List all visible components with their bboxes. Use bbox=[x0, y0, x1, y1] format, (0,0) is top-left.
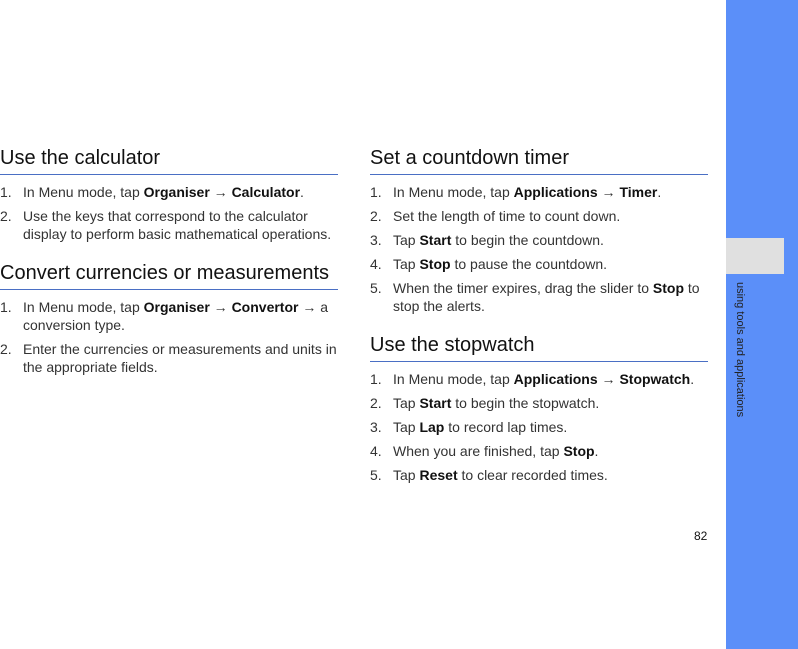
converter-section bbox=[0, 261, 338, 376]
chapter-label: using tools and applications bbox=[734, 282, 746, 418]
chapter-tab bbox=[726, 238, 784, 274]
stop-label: Stop bbox=[419, 256, 451, 272]
menu-timer: Timer bbox=[619, 184, 658, 200]
list-item: 5. When the timer expires, drag the slider to Stop to stop the alerts. bbox=[370, 280, 700, 314]
timer-steps bbox=[370, 183, 708, 315]
calculator-heading: Use the calculator bbox=[0, 146, 338, 175]
list-item: 2. Use the keys that correspond to the calculator display to perform basic mathematical operations. bbox=[0, 208, 332, 242]
lap-label: Lap bbox=[419, 419, 445, 435]
right-column bbox=[370, 146, 708, 502]
calculator-section bbox=[0, 146, 338, 243]
stopwatch-steps bbox=[370, 370, 708, 484]
start-label: Start bbox=[419, 232, 452, 248]
stop-label: Stop bbox=[563, 443, 595, 459]
list-item: 5. Tap Reset to clear recorded times. bbox=[370, 467, 608, 483]
converter-steps bbox=[0, 298, 338, 376]
start-label: Start bbox=[419, 395, 452, 411]
list-item: 1. In Menu mode, tap Organiser → Calculator. bbox=[0, 184, 304, 200]
converter-heading: Convert currencies or measurements bbox=[0, 261, 338, 290]
page-number: 82 bbox=[694, 529, 708, 543]
reset-label: Reset bbox=[419, 467, 458, 483]
list-item: 2. Tap Start to begin the stopwatch. bbox=[370, 395, 600, 411]
stopwatch-section bbox=[370, 333, 708, 484]
list-item: 2. Set the length of time to count down. bbox=[370, 208, 621, 224]
left-column bbox=[0, 146, 338, 394]
list-item: 3. Tap Lap to record lap times. bbox=[370, 419, 568, 435]
menu-organiser: Organiser bbox=[143, 184, 210, 200]
list-item: 3. Tap Start to begin the countdown. bbox=[370, 232, 604, 248]
list-item: 1. In Menu mode, tap Applications → Stopwatch. bbox=[370, 371, 695, 387]
menu-convertor: Convertor bbox=[231, 299, 299, 315]
menu-stopwatch: Stopwatch bbox=[619, 371, 691, 387]
timer-heading: Set a countdown timer bbox=[370, 146, 708, 175]
calculator-steps bbox=[0, 183, 338, 243]
stop-label: Stop bbox=[652, 280, 685, 296]
list-item: 4. Tap Stop to pause the countdown. bbox=[370, 256, 608, 272]
menu-applications: Applications bbox=[513, 371, 598, 387]
list-item: 4. When you are finished, tap Stop. bbox=[370, 443, 599, 459]
list-item: 2. Enter the currencies or measurements and units in the appropriate fields. bbox=[0, 341, 337, 375]
menu-calculator: Calculator bbox=[231, 184, 301, 200]
list-item: 1. In Menu mode, tap Organiser → Convertor → a conversion type. bbox=[0, 299, 329, 333]
menu-organiser: Organiser bbox=[143, 299, 210, 315]
timer-section bbox=[370, 146, 708, 315]
menu-applications: Applications bbox=[513, 184, 598, 200]
list-item: 1. In Menu mode, tap Applications → Timer. bbox=[370, 184, 662, 200]
stopwatch-heading: Use the stopwatch bbox=[370, 333, 708, 362]
